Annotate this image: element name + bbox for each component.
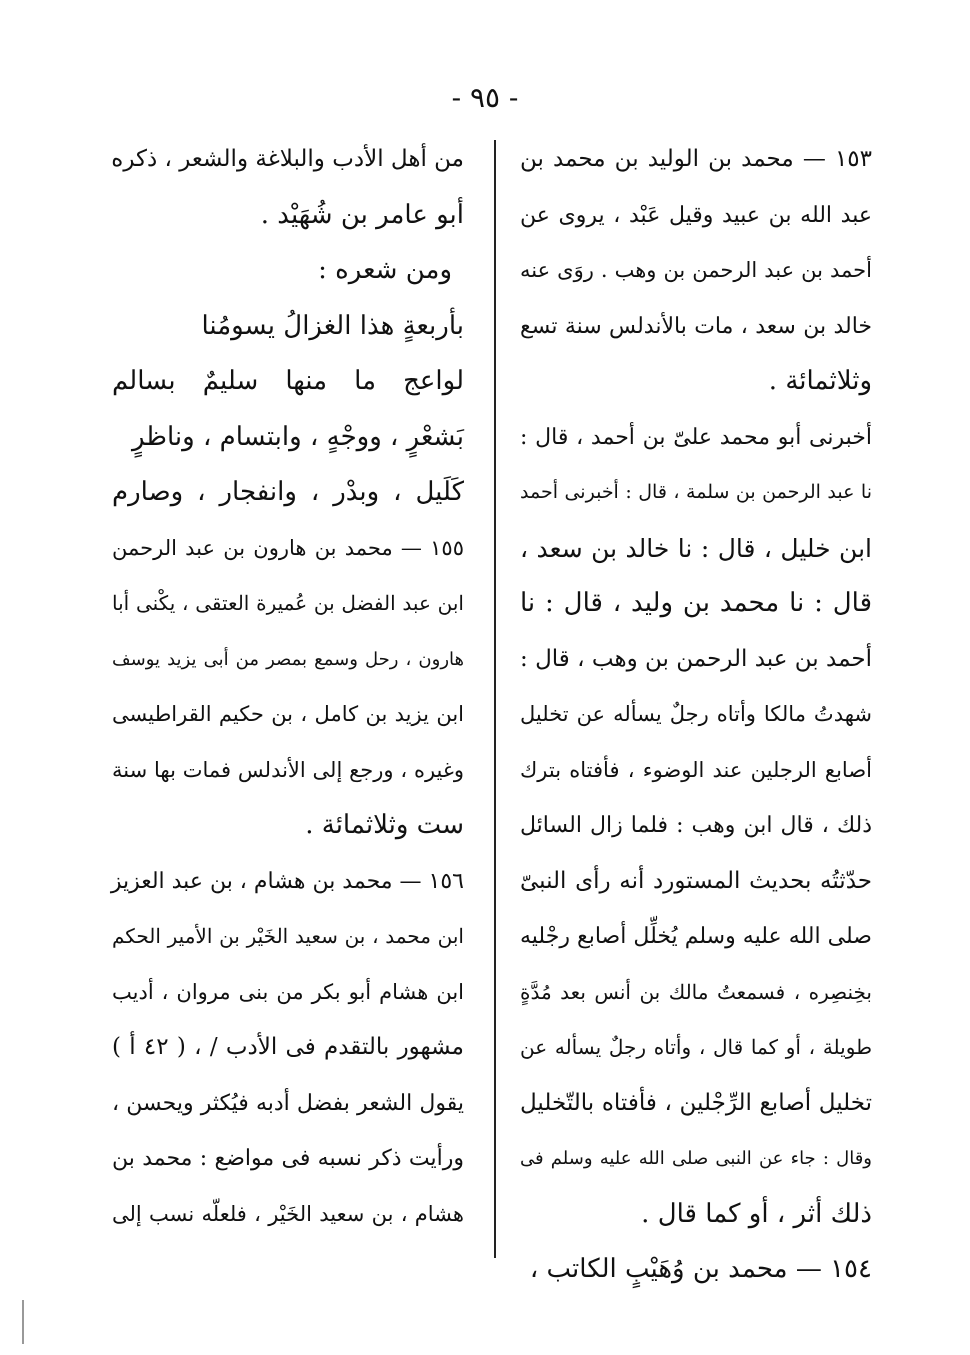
poem-verse: كَلَيل ، وبدْر ، وانفجار ، وصارم (112, 477, 464, 507)
hadith-line: ذلك أثر ، أو كما قال . (641, 1198, 872, 1229)
hadith-line: ابن خليل ، قال : نا خالد بن سعد ، (520, 533, 872, 563)
entry-156-line: مشهور بالتقدم فى الأدب / ، ( ٤٢ أ ) (112, 1034, 464, 1060)
entry-156-line: ورأيت ذكر نسبه فى مواضع : محمد بن (112, 1146, 464, 1171)
page-number: - ٩٥ - (451, 81, 519, 114)
hadith-line: تخليل أصابع الرِّجْلين ، فأفتاه بالتّخليل (520, 1089, 872, 1116)
entry-154-line: أبو عامر بن شُهَيْد . (260, 199, 464, 230)
poem-verse: بَشعْرٍ ، ووجْهٍ ، وابتسام ، وناظرٍ (131, 421, 464, 452)
poem-intro: ومن شعره : (318, 255, 452, 285)
hadith-line: حدّثتُه بحديث المستورد أنه رأى النبىّ (520, 867, 872, 894)
hadith-line: بخِنصِره ، فسمعتُ مالك بن أنس بعد مُدَّةٍ (520, 979, 872, 1004)
entry-154-heading: ١٥٤ — محمد بن وُهَيْبٍ الكاتب ، (529, 1254, 872, 1284)
entry-156-line: يقول الشعر بفضل أدبه فيُكثر ويحسن ، (112, 1090, 464, 1116)
hadith-line: شهدتُ مالكا وأتاه رجلٌ يسأله عن تخليل (520, 702, 872, 726)
hadith-line: طويلة ، أو كما قال ، وأتاه رجلٌ يسأله عن (520, 1035, 872, 1059)
hadith-line: وقال : جاء عن النبى صلى الله عليه وسلم فى (520, 1148, 872, 1169)
entry-154-line: من أهل الأدب والبلاغة والشعر ، ذكره (111, 146, 464, 172)
entry-153-line: ١٥٣ — محمد بن الوليد بن محمد بن (520, 146, 872, 172)
hadith-line: قال : نا محمد بن وليد ، قال : نا (520, 588, 872, 618)
right-column (520, 132, 872, 1298)
entry-156-line: ابن هشام أبو بكر من بنى مروان ، أديب (112, 979, 464, 1004)
entry-155-line: ست وثلاثمائة . (305, 810, 464, 840)
entry-153-line: خالد بن سعد ، مات بالأندلس سنة تسع (520, 313, 872, 339)
entry-153-line: عبد الله بن عبيد وقيل عَبْد ، يروى عن (520, 202, 872, 228)
entry-156-line: ١٥٦ — محمد بن هشام ، بن عبد العزيز (110, 868, 464, 894)
poem-verse: لواعج ما منها سليمٌ بسالم (112, 366, 464, 396)
entry-153-line: وثلاثمائة . (768, 366, 872, 396)
hadith-line: أخبرنى أبو محمد علىّ بن أحمد ، قال : (520, 424, 872, 450)
entry-155-line: هارون ، رحل وسمع بمصر من أبى يزيد يوسف (112, 648, 464, 670)
column-divider (494, 140, 496, 1258)
entry-155-line: ابن يزيد بن كامل ، بن حكيم القراطيسى (112, 702, 464, 726)
hadith-line: أحمد بن عبد الرحمن بن وهب ، قال : (520, 645, 872, 672)
left-column (112, 132, 464, 1242)
poem-verse: بأربعةٍ هذا الغزالُ يسومُنا (201, 310, 464, 341)
hadith-line: نا عبد الرحمن بن سلمة ، قال : أخبرنى أحمد (520, 481, 872, 503)
entry-155-line: ١٥٥ — محمد بن هارون بن عبد الرحمن (112, 535, 464, 560)
entry-156-line: هشام ، بن سعيد الخَيْر ، فلعلّه نسب إلى (112, 1201, 464, 1226)
entry-155-line: ابن عبد الفضل بن عُميرة العتقى ، يكْنى أبا (112, 591, 464, 615)
entry-156-line: ابن محمد ، بن سعيد الخَيْر بن الأمير الحكم (112, 924, 464, 948)
entry-153-line: أحمد بن عبد الرحمن بن وهب . روَى عنه (520, 258, 872, 282)
margin-mark (22, 1300, 24, 1344)
hadith-line: صلى الله عليه وسلم يُخلِّل أصابع رجْليه (520, 924, 872, 949)
hadith-line: أصابع الرجلين عند الوضوء ، فأفتاه بترك (520, 757, 872, 782)
hadith-line: ذلك ، قال ابن وهب : فلما زال السائل (520, 813, 872, 838)
entry-155-line: وغيره ، ورجع إلى الأندلس فمات بها سنة (112, 757, 464, 782)
